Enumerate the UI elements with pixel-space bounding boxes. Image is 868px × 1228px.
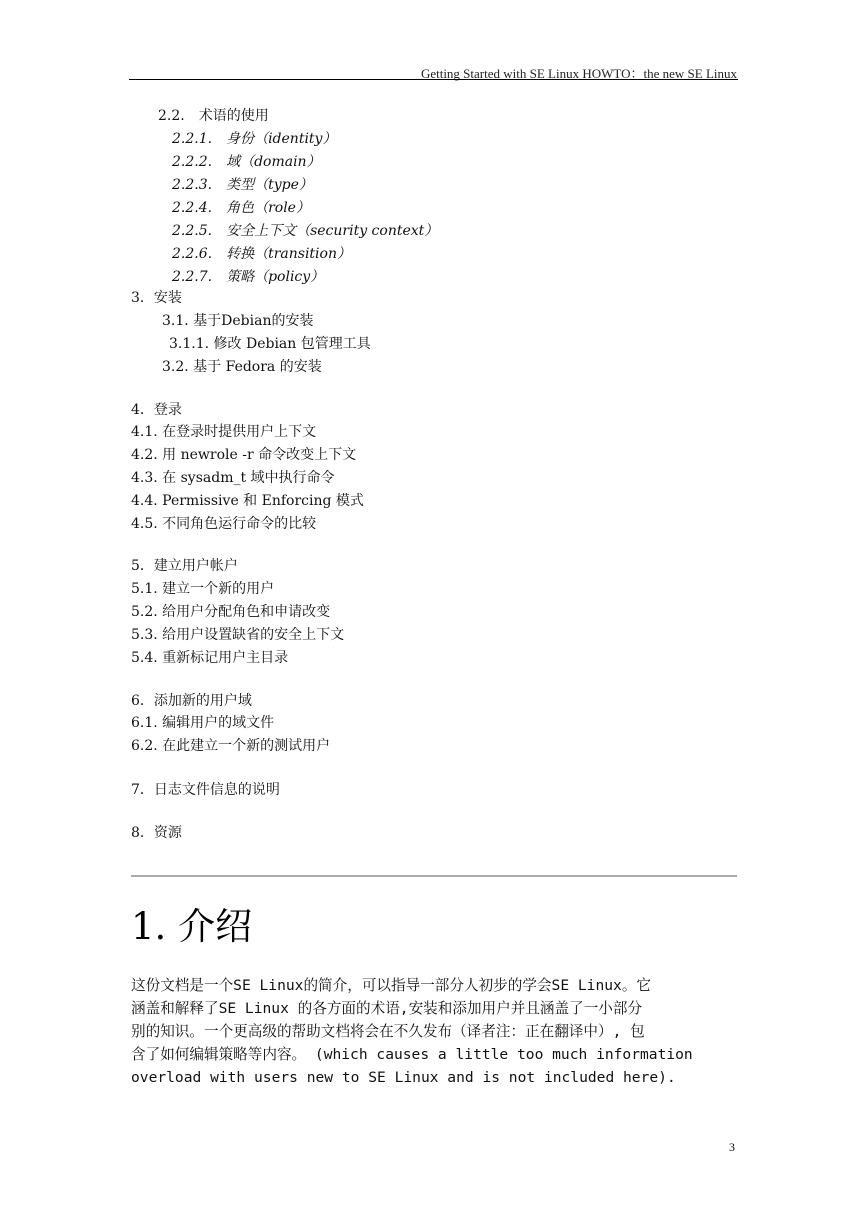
paragraph-line: overload with users new to SE Linux and is not included here). [131,1069,676,1086]
toc-item: 6.2. 在此建立一个新的测试用户 [131,738,331,754]
toc-item: 2.2.1. 身份（identity） [172,131,337,147]
running-header: Getting Started with SE Linux HOWTO：the new SE Linux [420,66,737,81]
toc-item: 4.5. 不同角色运行命令的比较 [131,516,317,532]
paragraph-line: 含了如何编辑策略等内容。 (which causes a little too much information [131,1046,693,1063]
section-divider [131,875,737,877]
toc-item: 4.4. Permissive 和 Enforcing 模式 [131,493,364,509]
toc-item: 3.1. 基于Debian的安装 [162,313,314,329]
toc-item: 3.2. 基于 Fedora 的安装 [162,359,322,375]
toc-item: 3．安装 [131,290,182,306]
toc-item: 2.2.4. 角色（role） [172,200,310,216]
toc-item: 7．日志文件信息的说明 [131,782,280,798]
toc-item: 6.1. 编辑用户的域文件 [131,715,275,731]
toc-item: 4.1. 在登录时提供用户上下文 [131,424,317,440]
toc-item: 4．登录 [131,402,182,418]
toc-item: 4.3. 在 sysadm_t 域中执行命令 [131,470,335,486]
toc-item: 5.1. 建立一个新的用户 [131,581,275,597]
toc-item: 2.2.7. 策略（policy） [172,269,325,285]
toc-item: 2.2.5. 安全上下文（security context） [172,223,439,239]
toc-item: 2.2.2. 域（domain） [172,154,321,170]
toc-item: 3.1.1. 修改 Debian 包管理工具 [169,336,371,352]
toc-item: 8．资源 [131,825,182,841]
toc-item: 5.4. 重新标记用户主目录 [131,650,289,666]
page-number: 3 [729,1140,735,1154]
toc-item: 5.2. 给用户分配角色和申请改变 [131,604,331,620]
paragraph-line: 这份文档是一个SE Linux的简介，可以指导一部分人初步的学会SE Linux。它 [131,977,652,994]
toc-item: 2.2.6. 转换（transition） [172,246,351,262]
header-rule [129,79,738,80]
toc-item: 4.2. 用 newrole -r 命令改变上下文 [131,447,357,463]
section-heading: 1. 介绍 [131,905,253,948]
toc-item: 2.2.3. 类型（type） [172,177,313,193]
toc-item: 5．建立用户帐户 [131,558,238,574]
toc-item: 2.2. 术语的使用 [158,108,269,124]
paragraph-line: 涵盖和解释了SE Linux 的各方面的术语,安装和添加用户并且涵盖了一小部分 [131,1000,643,1017]
paragraph-line: 别的知识。一个更高级的帮助文档将会在不久发布（译者注：正在翻译中）, 包 [131,1023,645,1040]
toc-item: 5.3. 给用户设置缺省的安全上下文 [131,627,345,643]
toc-item: 6．添加新的用户域 [131,693,252,709]
